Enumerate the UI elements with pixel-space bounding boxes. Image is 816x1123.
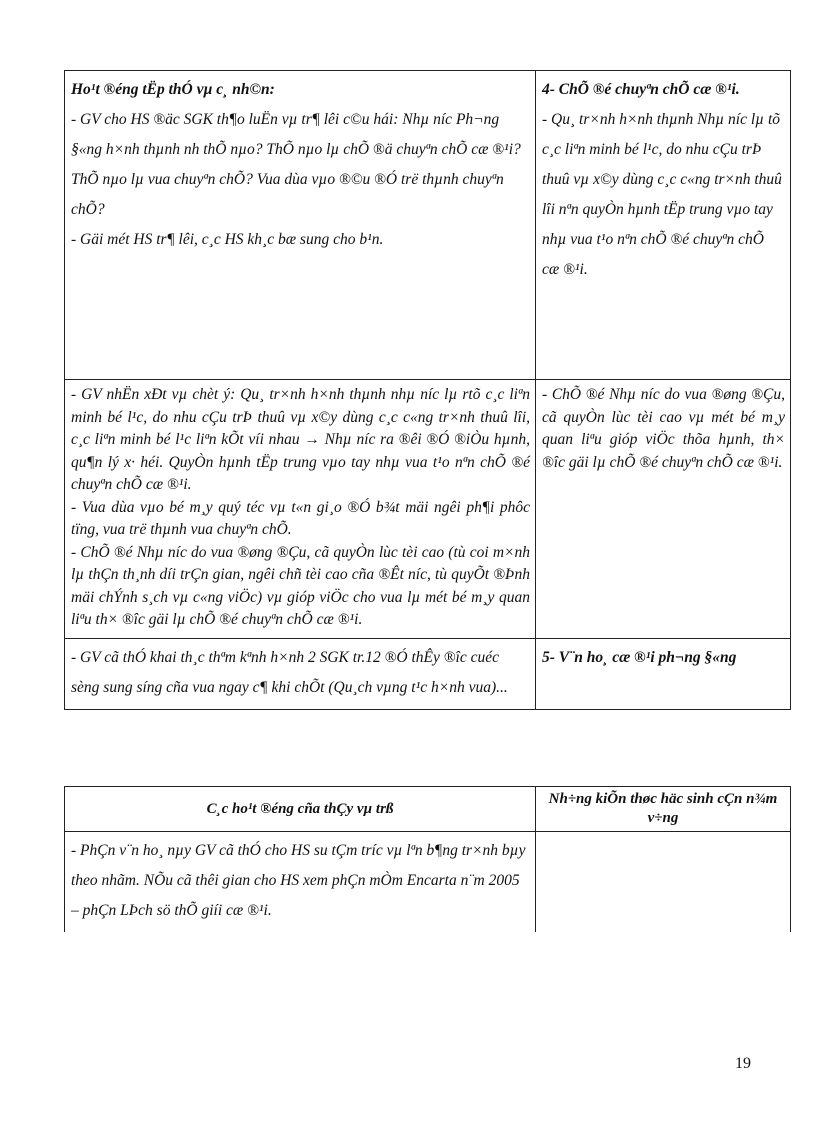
table-header-row (65, 787, 791, 832)
knowledge-cell (536, 71, 791, 380)
activity-paragraph: - GV nhËn xÐt vµ chèt ý: Qu¸ tr×nh h×nh thµnh nhµ níc lµ rtõ c¸c liªn minh bé l¹c, do nhu cÇu trÞ thuû vµ x©y dùng c¸c c«ng tr×nh thuû lîi, c¸c liªn minh bé l¹c liªn kÕt víi nhau → Nhµ níc ra ®êi ®Ó ®iÒu hµnh, qu¶n lý x· héi. QuyÒn hµnh tËp trung vµo tay nhµ vua t¹o nªn chÕ ®é chuyªn chÕ cæ ®¹i. (71, 386, 530, 493)
lesson-table-bottom (64, 786, 791, 932)
activity-cell (65, 638, 536, 709)
activity-paragraph: - GV cho HS ®äc SGK th¶o luËn vµ tr¶ lêi c©u hái: Nhµ níc Ph¬ng §«ng h×nh thµnh nh thÕ nµo? ThÕ nµo lµ chÕ ®ä chuyªn chÕ cæ ®¹i? ThÕ nµo lµ vua chuyªn chÕ? Vua dùa vµo ®©u ®Ó trë thµnh chuyªn chÕ? (71, 111, 521, 218)
lesson-table-top (64, 70, 791, 710)
section-heading: 4- ChÕ ®é chuyªn chÕ cæ ®¹i. (542, 81, 740, 98)
activity-paragraph: - Gäi mét HS tr¶ lêi, c¸c HS kh¸c bæ sung cho b¹n. (71, 231, 384, 248)
knowledge-paragraph: - Qu¸ tr×nh h×nh thµnh Nhµ níc lµ tõ c¸c liªn minh bé l¹c, do nhu cÇu trÞ thuû vµ x©y dùng c¸c c«ng tr×nh thuû lîi nªn quyÒn hµnh tËp trung vµo tay nhµ vua t¹o nªn chÕ ®é chuyªn chÕ cæ ®¹i. (542, 111, 782, 278)
table-row (65, 380, 791, 639)
activity-paragraph: - GV cã thÓ khai th¸c thªm kªnh h×nh 2 SGK tr.12 ®Ó thÊy ®îc cuéc sèng sung síng cña vua ngay c¶ khi chÕt (Qu¸ch vµng t¹c h×nh vua)... (71, 648, 508, 696)
activity-heading: Ho¹t ®éng tËp thÓ vµ c¸ nh©n: (71, 81, 275, 98)
activity-cell (65, 832, 536, 933)
activity-cell (65, 71, 536, 380)
column-header-knowledge: Nh÷ng kiÕn thøc häc sinh cÇn n¾m v÷ng (536, 787, 791, 832)
table-row (65, 832, 791, 933)
page-number: 19 (735, 1055, 751, 1072)
table-row (65, 71, 791, 380)
activity-paragraph: - Vua dùa vµo bé m¸y quý téc vµ t«n gi¸o ®Ó b¾t mäi ngêi ph¶i phôc tïng, vua trë thµnh vua chuyªn chÕ. (71, 498, 530, 538)
activity-cell (65, 380, 536, 639)
column-header-activities: C¸c ho¹t ®éng cña thÇy vµ trß (65, 787, 536, 832)
knowledge-paragraph: - ChÕ ®é Nhµ níc do vua ®øng ®Çu, cã quyÒn lùc tèi cao vµ mét bé m¸y quan liªu gióp viÖc thõa hµnh, th× ®îc gäi lµ chÕ ®é chuyªn chÕ cæ ®¹i. (542, 386, 785, 471)
knowledge-cell (536, 832, 791, 933)
knowledge-cell (536, 380, 791, 639)
section-heading: 5- V¨n ho¸ cæ ®¹i ph¬ng §«ng (542, 648, 737, 666)
knowledge-cell (536, 638, 791, 709)
table-row (65, 638, 791, 709)
activity-paragraph: - ChÕ ®é Nhµ níc do vua ®øng ®Çu, cã quyÒn lùc tèi cao (tù coi m×nh lµ thÇn th¸nh díi trÇn gian, ngêi chñ tèi cao cña ®Êt níc, tù quyÕt ®Þnh mäi chÝnh s¸ch vµ c«ng viÖc) vµ gióp viÖc cho vua lµ mét bé m¸y quan liªu th× ®îc gäi lµ chÕ ®é chuyªn chÕ cæ ®¹i. (71, 543, 530, 628)
activity-paragraph: - PhÇn v¨n ho¸ nµy GV cã thÓ cho HS su tÇm tríc vµ lªn b¶ng tr×nh bµy theo nhãm. NÕu cã thêi gian cho HS xem phÇn mÒm Encarta n¨m 2005 – phÇn LÞch sö thÕ giíi cæ ®¹i. (71, 842, 526, 919)
